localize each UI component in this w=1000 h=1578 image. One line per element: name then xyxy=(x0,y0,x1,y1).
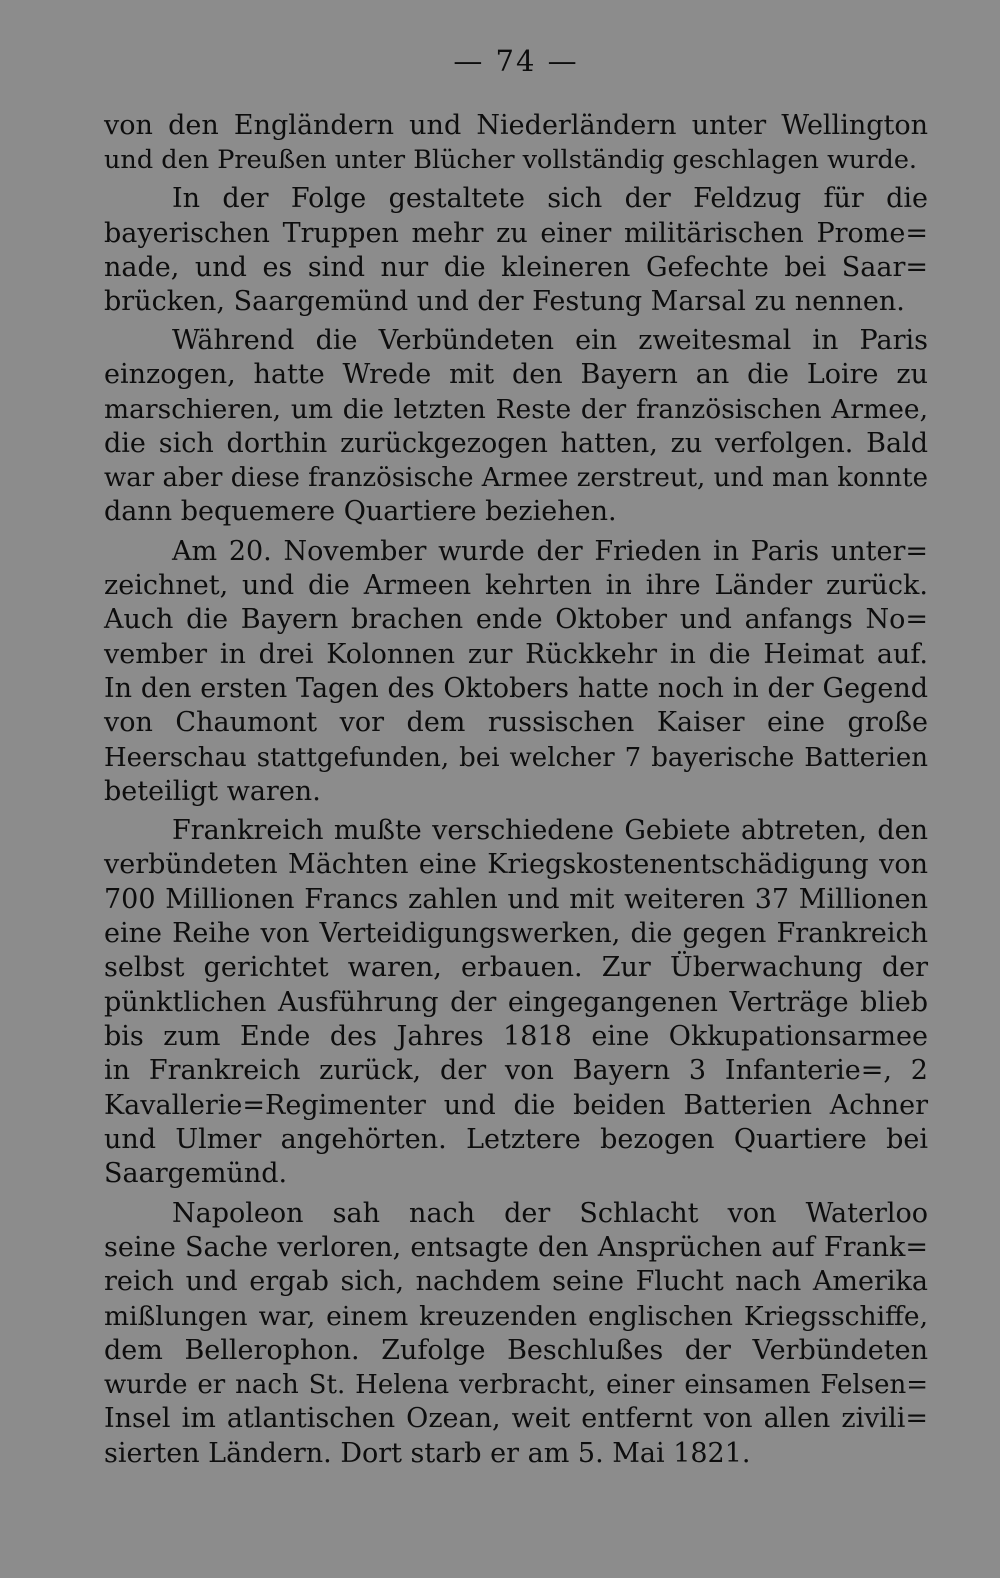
text-line: Napoleon sah nach der Schlacht von Waterloo xyxy=(172,1198,928,1229)
text-line: wurde er nach St. Helena verbracht, einer einsamen Felsen= xyxy=(104,1370,928,1400)
text-line: Insel im atlantischen Ozean, weit entfernt von allen zivili= xyxy=(104,1403,928,1434)
text-line: war aber diese französische Armee zerstreut, und man konnte xyxy=(104,463,928,493)
text-line: und den Preußen unter Blücher vollständig geschlagen wurde. xyxy=(104,145,918,175)
text-line: brücken, Saargemünd und der Festung Marsal zu nennen. xyxy=(104,286,905,317)
text-line: dann bequemere Quartiere beziehen. xyxy=(104,496,617,527)
text-line: bayerischen Truppen mehr zu einer militärischen Prome= xyxy=(104,218,928,249)
text-line: verbündeten Mächten eine Kriegskostenentschädigung von xyxy=(104,849,928,880)
text-line: beteiligt waren. xyxy=(104,776,321,807)
text-line: 700 Millionen Francs zahlen und mit weiteren 37 Millionen xyxy=(104,884,928,915)
text-line: und Ulmer angehörten. Letztere bezogen Quartiere bei xyxy=(104,1124,928,1155)
text-line: Während die Verbündeten ein zweitesmal in Paris xyxy=(172,325,928,356)
text-line: reich und ergab sich, nachdem seine Flucht nach Amerika xyxy=(104,1266,928,1297)
text-line: vember in drei Kolonnen zur Rückkehr in die Heimat auf. xyxy=(104,639,928,670)
text-line: Frankreich mußte verschiedene Gebiete abtreten, den xyxy=(172,815,928,846)
text-line: sierten Ländern. Dort starb er am 5. Mai 1821. xyxy=(104,1438,751,1469)
text-line: bis zum Ende des Jahres 1818 eine Okkupationsarmee xyxy=(104,1021,928,1052)
text-line: Auch die Bayern brachen ende Oktober und anfangs No= xyxy=(104,604,928,635)
text-line: pünktlichen Ausführung der eingegangenen Verträge blieb xyxy=(104,987,928,1018)
book-page xyxy=(104,0,928,1578)
text-line: Heerschau stattgefunden, bei welcher 7 bayerische Batterien xyxy=(104,743,928,773)
text-line: dem Bellerophon. Zufolge Beschlußes der Verbündeten xyxy=(104,1335,928,1366)
text-line: In der Folge gestaltete sich der Feldzug für die xyxy=(172,183,928,214)
text-line: einzogen, hatte Wrede mit den Bayern an die Loire zu xyxy=(104,359,928,390)
text-line: seine Sache verloren, entsagte den Ansprüchen auf Frank= xyxy=(104,1232,928,1263)
text-line: selbst gerichtet waren, erbauen. Zur Überwachung der xyxy=(104,952,928,983)
page-number: — 74 — xyxy=(453,44,579,78)
text-line: von den Engländern und Niederländern unter Wellington xyxy=(104,110,928,141)
text-line: von Chaumont vor dem russischen Kaiser eine große xyxy=(104,707,928,738)
text-line: Am 20. November wurde der Frieden in Paris unter= xyxy=(172,536,928,567)
text-line: eine Reihe von Verteidigungswerken, die gegen Frankreich xyxy=(104,918,928,949)
text-line: die sich dorthin zurückgezogen hatten, zu verfolgen. Bald xyxy=(104,428,928,459)
text-line: marschieren, um die letzten Reste der französischen Armee, xyxy=(104,394,928,425)
text-line: zeichnet, und die Armeen kehrten in ihre Länder zurück. xyxy=(104,570,928,601)
text-line: Kavallerie=Regimenter und die beiden Batterien Achner xyxy=(104,1090,928,1121)
text-line: Saargemünd. xyxy=(104,1158,288,1189)
text-line: nade, und es sind nur die kleineren Gefechte bei Saar= xyxy=(104,252,928,283)
text-line: In den ersten Tagen des Oktobers hatte noch in der Gegend xyxy=(104,673,928,704)
text-line: in Frankreich zurück, der von Bayern 3 Infanterie=, 2 xyxy=(104,1055,928,1086)
text-line: mißlungen war, einem kreuzenden englischen Kriegsschiffe, xyxy=(104,1301,928,1332)
